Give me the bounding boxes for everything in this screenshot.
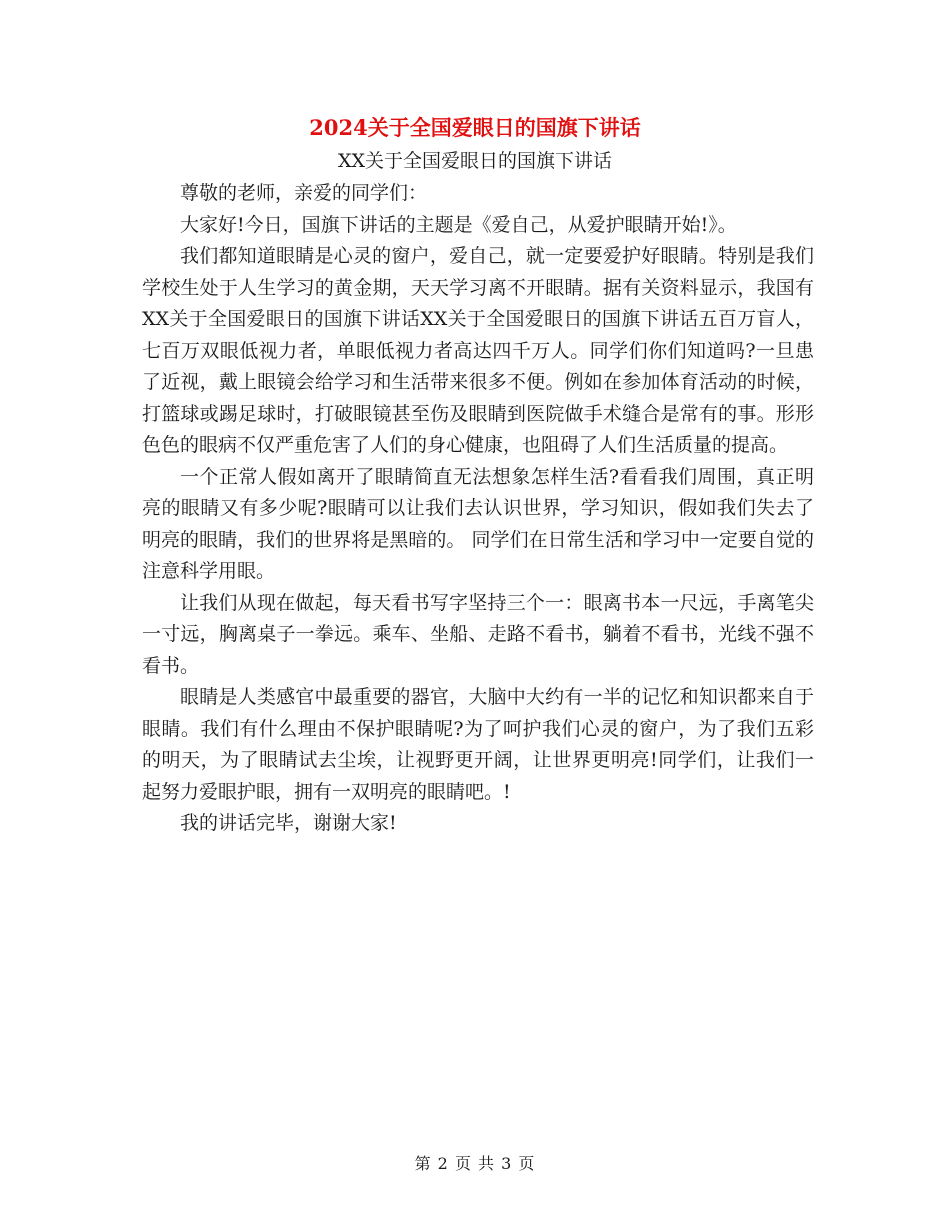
document-title: 2024关于全国爱眼日的国旗下讲话 [309, 115, 641, 140]
document-subtitle: XX关于全国爱眼日的国旗下讲话 [337, 150, 613, 172]
document-body [142, 178, 814, 840]
page-number-footer: 第 2 页 共 3 页 [414, 1154, 536, 1173]
paragraph-greeting: 大家好!今日，国旗下讲话的主题是《爱自己，从爱护眼睛开始!》。 [180, 213, 737, 236]
paragraph-salutation: 尊敬的老师，亲爱的同学们： [180, 182, 428, 204]
paragraph-imagine-without-eyes: 一个正常人假如离开了眼睛简直无法想象怎样生活?看看我们周围，真正明亮的眼睛又有多少呢?眼睛可以让我们去认识世界，学习知识，假如我们失去了明亮的眼睛，我们的世界将是黑暗的。 同学们在日常生活和学习中一定要自觉的注意科学用眼。 [142, 465, 814, 582]
paragraph-three-rules: 让我们从现在做起，每天看书写字坚持三个一：眼离书本一尺远，手离笔尖一寸远，胸离桌子一拳远。乘车、坐船、走路不看书，躺着不看书，光线不强不看书。 [142, 591, 814, 677]
paragraph-call-to-action: 眼睛是人类感官中最重要的器官，大脑中大约有一半的记忆和知识都来自于眼睛。我们有什么理由不保护眼睛呢?为了呵护我们心灵的窗户，为了我们五彩的明天，为了眼睛试去尘埃，让视野更开阔，让世界更明亮!同学们，让我们一起努力爱眼护眼，拥有一双明亮的眼睛吧。! [142, 686, 814, 803]
paragraph-closing: 我的讲话完毕，谢谢大家! [180, 812, 397, 834]
paragraph-eye-importance: 我们都知道眼睛是心灵的窗户，爱自己，就一定要爱护好眼睛。特别是我们学校生处于人生学习的黄金期，天天学习离不开眼睛。据有关资料显示，我国有XX关于全国爱眼日的国旗下讲话XX关于全国爱眼日的国旗下讲话五百万盲人，七百万双眼低视力者，单眼低视力者高达四千万人。同学们你们知道吗?一旦患了近视，戴上眼镜会给学习和生活带来很多不便。例如在参加体育活动的时候，打篮球或踢足球时，打破眼镜甚至伤及眼睛到医院做手术缝合是常有的事。形形色色的眼病不仅严重危害了人们的身心健康，也阻碍了人们生活质量的提高。 [142, 245, 814, 456]
